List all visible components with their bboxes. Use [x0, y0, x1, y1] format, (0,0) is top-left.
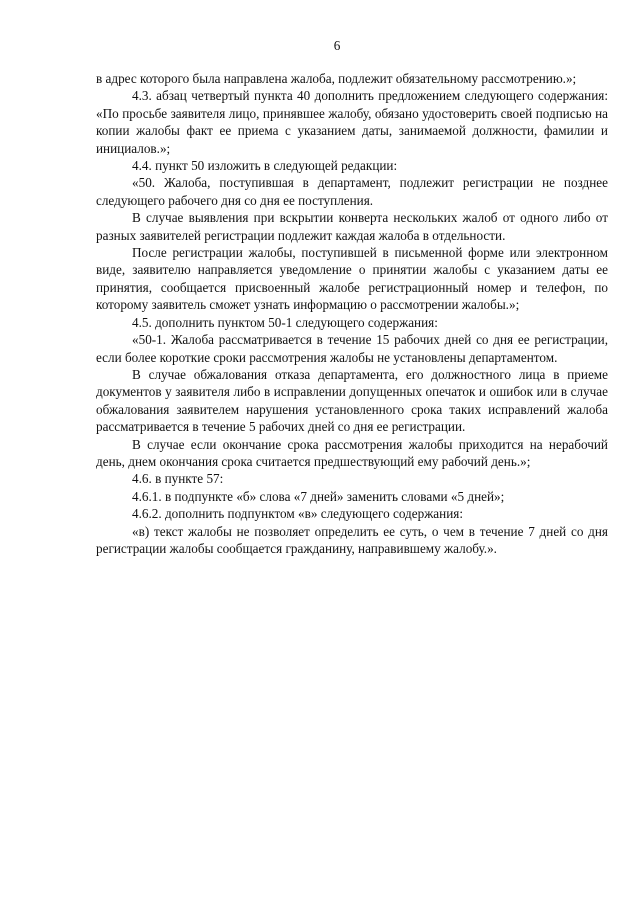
paragraph: 4.6.2. дополнить подпунктом «в» следующего содержания: — [132, 506, 464, 522]
paragraph: 4.6. в пункте 57: — [132, 471, 224, 487]
paragraph: «50. Жалоба, поступившая в департамент, подлежит регистрации не позднее следующего рабочего дня со дня ее поступления. — [96, 175, 608, 208]
paragraph: 4.5. дополнить пунктом 50-1 следующего содержания: — [132, 314, 438, 330]
paragraph: «50-1. Жалоба рассматривается в течение 15 рабочих дней со дня ее регистрации, если более короткие сроки рассмотрения жалобы не установлены департаментом. — [96, 332, 608, 365]
document-body — [96, 70, 608, 557]
paragraph: В случае обжалования отказа департамента, его должностного лица в приеме документов у заявителя либо в исправлении допущенных опечаток и ошибок или в случае обжалования заявителем нарушения установленного срока таких исправлений жалоба рассматривается в течение 5 рабочих дней со дня ее регистрации. — [96, 366, 608, 435]
page-number: 6 — [333, 38, 341, 53]
paragraph: После регистрации жалобы, поступившей в письменной форме или электронном виде, заявителю направляется уведомление о принятии жалобы с указанием даты ее принятия, сообщается присвоенный жалобе регистрационный номер и телефон, по которому заявитель сможет узнать информацию о рассмотрении жалобы.»; — [96, 245, 608, 313]
paragraph: В случае выявления при вскрытии конверта нескольких жалоб от одного либо от разных заявителей регистрации подлежит каждая жалоба в отдельности. — [96, 210, 608, 243]
paragraph: В случае если окончание срока рассмотрения жалобы приходится на нерабочий день, днем окончания срока считается предшествующий ему рабочий день.»; — [96, 436, 608, 469]
paragraph: 4.4. пункт 50 изложить в следующей редакции: — [132, 158, 398, 174]
paragraph: в адрес которого была направлена жалоба, подлежит обязательному рассмотрению.»; — [96, 71, 577, 86]
paragraph: 4.6.1. в подпункте «б» слова «7 дней» заменить словами «5 дней»; — [132, 488, 505, 504]
paragraph: 4.3. абзац четвертый пункта 40 дополнить предложением следующего содержания: «По просьбе заявителя лицо, принявшее жалобу, обязано удостоверить своей подписью на копии жалобы факт ее приема с указанием даты, занимаемой должности, фамилии и инициалов.»; — [96, 88, 608, 156]
paragraph: «в) текст жалобы не позволяет определить ее суть, о чем в течение 7 дней со дня регистрации жалобы сообщается гражданину, направившему жалобу.». — [96, 523, 608, 556]
